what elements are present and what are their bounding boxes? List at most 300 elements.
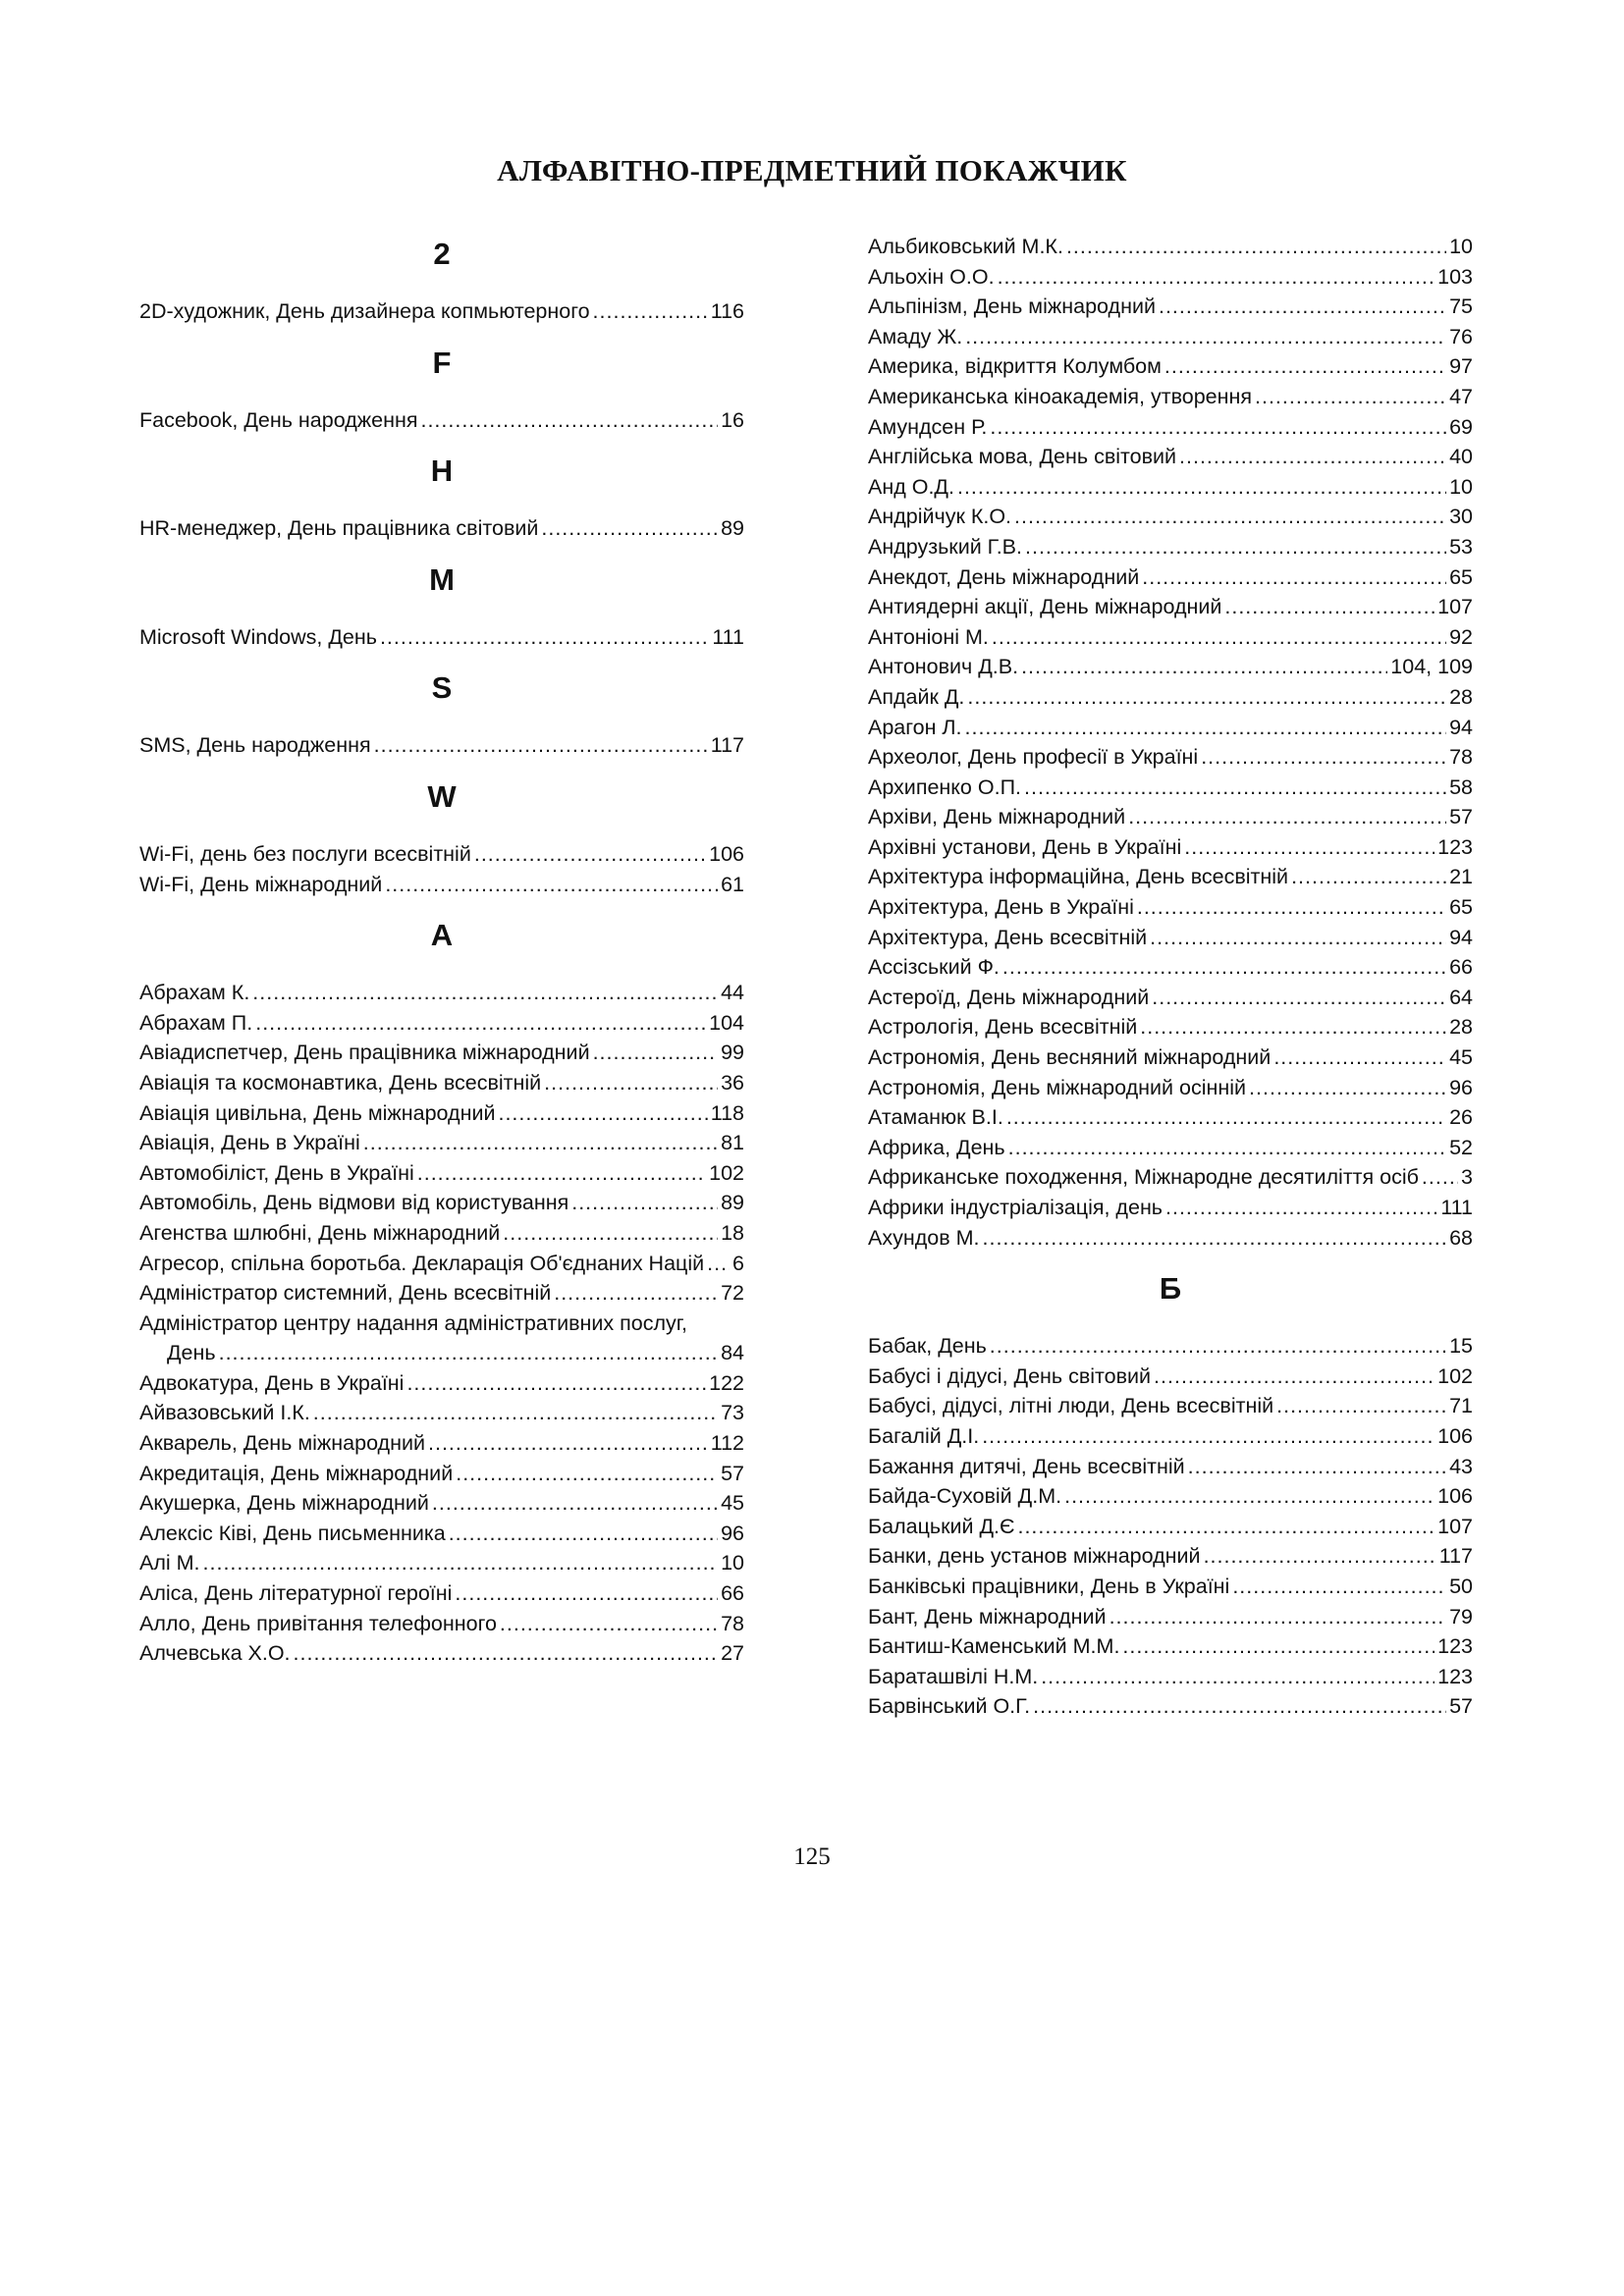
index-entry bbox=[868, 1362, 1473, 1392]
index-entry bbox=[868, 1512, 1473, 1542]
entry-page-number: 10 bbox=[1449, 235, 1473, 258]
entry-label: Астрологія, День всесвітній bbox=[868, 1015, 1138, 1040]
entry-page-number: 106 bbox=[1437, 1423, 1473, 1448]
section-letter-heading: Б bbox=[1159, 1271, 1182, 1307]
entry-page-number: 99 bbox=[721, 1041, 744, 1065]
entry-label: Айвазовський І.К. bbox=[139, 1401, 310, 1425]
index-entry bbox=[139, 730, 744, 761]
dot-leader bbox=[1188, 1452, 1446, 1482]
dot-leader bbox=[1154, 1362, 1435, 1392]
dot-leader bbox=[406, 1368, 706, 1399]
dot-leader bbox=[417, 1158, 706, 1189]
entry-label: Wi-Fi, День міжнародний bbox=[139, 872, 383, 896]
index-entry bbox=[139, 978, 744, 1008]
entry-page-number: 103 bbox=[1437, 264, 1473, 289]
entry-label: Агенства шлюбні, День міжнародний bbox=[139, 1220, 501, 1245]
dot-leader bbox=[1422, 1162, 1458, 1193]
entry-label: SMS, День народження bbox=[139, 733, 371, 758]
entry-page-number: 75 bbox=[1449, 294, 1473, 319]
entry-label: Антоніоні М. bbox=[868, 624, 989, 649]
dot-leader bbox=[313, 1398, 718, 1428]
index-column-left bbox=[139, 232, 744, 1669]
entry-page-number: 47 bbox=[1449, 384, 1473, 408]
page-number: 125 bbox=[793, 1843, 831, 1870]
entry-label: Авіація та космонавтика, День всесвітній bbox=[139, 1070, 542, 1095]
entry-page-number: 117 bbox=[1438, 1544, 1473, 1569]
dot-leader bbox=[1024, 773, 1446, 803]
dot-leader bbox=[957, 472, 1446, 503]
index-entry bbox=[868, 682, 1473, 713]
entry-label: Балацький Д.Є bbox=[868, 1514, 1015, 1538]
page-title: АЛФАВІТНО-ПРЕДМЕТНИЙ ПОКАЖЧИК bbox=[497, 153, 1127, 187]
entry-page-number: 96 bbox=[721, 1521, 744, 1545]
entry-label: Багалій Д.І. bbox=[868, 1423, 980, 1448]
dot-leader bbox=[380, 622, 709, 653]
entry-label: Архітектура, День всесвітній bbox=[868, 925, 1148, 949]
dot-leader bbox=[503, 1218, 718, 1249]
index-entry bbox=[139, 1459, 744, 1489]
entry-label: Архітектура інформаційна, День всесвітній bbox=[868, 865, 1289, 889]
entry-label: Агресор, спільна боротьба. Декларація Об'єднаних Націй bbox=[139, 1251, 705, 1275]
index-entry bbox=[868, 1662, 1473, 1692]
dot-leader bbox=[1152, 983, 1446, 1013]
entry-page-number: 50 bbox=[1449, 1574, 1473, 1598]
index-entry bbox=[868, 1631, 1473, 1662]
entry-label: Археолог, День професії в Україні bbox=[868, 745, 1199, 770]
entry-page-number: 71 bbox=[1449, 1394, 1473, 1418]
index-entry bbox=[868, 1691, 1473, 1722]
section-letter-heading: M bbox=[429, 561, 455, 597]
entry-page-number: 57 bbox=[721, 1461, 744, 1485]
entry-label: Microsoft Windows, День bbox=[139, 624, 377, 649]
entry-label: Адміністратор системний, День всесвітній bbox=[139, 1281, 552, 1306]
entry-label: Америка, відкриття Колумбом bbox=[868, 354, 1162, 379]
index-entry bbox=[868, 1331, 1473, 1362]
entry-label: Бабак, День bbox=[868, 1334, 987, 1359]
entry-label: Бараташвілі Н.М. bbox=[868, 1664, 1039, 1688]
entry-page-number: 57 bbox=[1449, 1694, 1473, 1719]
entry-page-number: 106 bbox=[1437, 1484, 1473, 1509]
dot-leader bbox=[1232, 1572, 1446, 1602]
entry-label: Адвокатура, День в Україні bbox=[139, 1370, 405, 1395]
entry-label: Авіація цивільна, День міжнародний bbox=[139, 1100, 496, 1125]
entry-page-number: 36 bbox=[721, 1070, 744, 1095]
entry-label: Африки індустріалізація, день bbox=[868, 1196, 1164, 1219]
index-entry bbox=[139, 1158, 744, 1189]
entry-page-number: 68 bbox=[1449, 1225, 1473, 1250]
entry-label: Архітектура, День в Україні bbox=[868, 895, 1134, 920]
entry-page-number: 112 bbox=[710, 1431, 744, 1456]
index-entry bbox=[868, 742, 1473, 773]
entry-page-number: 10 bbox=[1449, 474, 1473, 499]
index-entry bbox=[868, 1572, 1473, 1602]
entry-page-number: 28 bbox=[1449, 1015, 1473, 1040]
index-entry bbox=[868, 562, 1473, 593]
section-letter-heading: W bbox=[427, 778, 457, 814]
index-entry bbox=[868, 592, 1473, 622]
dot-leader bbox=[1276, 1391, 1446, 1421]
dot-leader bbox=[1291, 862, 1446, 892]
entry-label: 2D-художник, День дизайнера копмьютерного bbox=[139, 299, 590, 323]
entry-label: Амаду Ж. bbox=[868, 324, 963, 348]
entry-page-number: 123 bbox=[1437, 834, 1473, 859]
index-entry bbox=[139, 1488, 744, 1519]
index-entry bbox=[868, 532, 1473, 562]
entry-page-number: 73 bbox=[721, 1401, 744, 1425]
entry-page-number: 69 bbox=[1449, 414, 1473, 439]
entry-label: Астероїд, День міжнародний bbox=[868, 985, 1150, 1009]
entry-page-number: 89 bbox=[721, 516, 744, 541]
entry-label-continuation: День bbox=[167, 1341, 216, 1365]
dot-leader bbox=[707, 1249, 730, 1279]
dot-leader bbox=[1249, 1073, 1446, 1103]
index-entry bbox=[139, 1038, 744, 1068]
dot-leader bbox=[449, 1519, 718, 1549]
entry-page-number: 96 bbox=[1449, 1075, 1473, 1099]
dot-leader bbox=[1159, 292, 1446, 322]
entry-page-number: 15 bbox=[1449, 1334, 1473, 1359]
index-entry bbox=[868, 1421, 1473, 1452]
index-entry bbox=[868, 322, 1473, 352]
dot-leader bbox=[965, 322, 1446, 352]
index-entry bbox=[868, 1133, 1473, 1163]
entry-label: Альбиковський М.К. bbox=[868, 235, 1063, 258]
entry-label: Автомобіль, День відмови від користування bbox=[139, 1191, 569, 1215]
entry-label: Американська кіноакадемія, утворення bbox=[868, 384, 1253, 408]
dot-leader bbox=[1025, 532, 1446, 562]
entry-page-number: 111 bbox=[1440, 1196, 1473, 1219]
entry-page-number: 6 bbox=[732, 1251, 744, 1275]
index-entry bbox=[868, 1042, 1473, 1073]
entry-label: Астрономія, День весняний міжнародний bbox=[868, 1045, 1272, 1070]
dot-leader bbox=[1064, 1481, 1435, 1512]
dot-leader bbox=[967, 682, 1446, 713]
dot-leader bbox=[1255, 382, 1446, 412]
dot-leader bbox=[1224, 592, 1435, 622]
entry-page-number: 116 bbox=[710, 299, 744, 323]
dot-leader bbox=[1204, 1541, 1436, 1572]
index-entry bbox=[868, 1162, 1473, 1193]
dot-leader bbox=[965, 713, 1447, 743]
dot-leader bbox=[1017, 1512, 1435, 1542]
index-entry bbox=[139, 1188, 744, 1218]
dot-leader bbox=[571, 1188, 718, 1218]
entry-label: Бантиш-Каменський М.М. bbox=[868, 1634, 1120, 1659]
dot-leader bbox=[1002, 952, 1446, 983]
index-entry bbox=[139, 1548, 744, 1578]
dot-leader bbox=[1273, 1042, 1446, 1073]
entry-page-number: 65 bbox=[1449, 895, 1473, 920]
dot-leader bbox=[1021, 652, 1387, 682]
dot-leader bbox=[255, 1008, 706, 1039]
entry-label: Бабусі, дідусі, літні люди, День всесвітній bbox=[868, 1394, 1274, 1418]
index-entry bbox=[868, 1102, 1473, 1133]
entry-page-number: 84 bbox=[721, 1341, 744, 1365]
index-entry bbox=[868, 442, 1473, 472]
dot-leader bbox=[432, 1488, 718, 1519]
index-entry bbox=[868, 1012, 1473, 1042]
entry-page-number: 104 bbox=[709, 1010, 744, 1035]
entry-label: Абрахам П. bbox=[139, 1010, 253, 1035]
index-entry bbox=[868, 232, 1473, 262]
section-letter-heading: А bbox=[430, 918, 454, 953]
entry-page-number: 107 bbox=[1437, 595, 1473, 619]
entry-page-number: 58 bbox=[1449, 774, 1473, 799]
entry-page-number: 43 bbox=[1449, 1454, 1473, 1478]
entry-page-number: 65 bbox=[1449, 564, 1473, 589]
entry-label: Альохін О.О. bbox=[868, 264, 995, 289]
index-entry bbox=[139, 1068, 744, 1098]
entry-page-number: 104, 109 bbox=[1390, 655, 1473, 679]
dot-leader bbox=[498, 1098, 707, 1129]
index-entry bbox=[868, 472, 1473, 503]
index-entry bbox=[139, 1519, 744, 1549]
index-entry bbox=[868, 773, 1473, 803]
dot-leader bbox=[420, 405, 718, 436]
entry-page-number: 45 bbox=[721, 1491, 744, 1516]
index-entry bbox=[139, 1398, 744, 1428]
entry-page-number: 92 bbox=[1449, 624, 1473, 649]
section-letter-heading: 2 bbox=[433, 237, 451, 271]
entry-label: Wi-Fi, день без послуги всесвітній bbox=[139, 841, 471, 866]
entry-page-number: 102 bbox=[1437, 1363, 1473, 1388]
entry-page-number: 97 bbox=[1449, 354, 1473, 379]
entry-label: Атаманюк В.І. bbox=[868, 1105, 1003, 1130]
dot-leader bbox=[541, 513, 718, 544]
entry-page-number: 66 bbox=[721, 1581, 744, 1606]
entry-page-number: 40 bbox=[1449, 445, 1473, 469]
dot-leader bbox=[374, 730, 708, 761]
entry-page-number: 106 bbox=[709, 841, 744, 866]
index-entry bbox=[868, 983, 1473, 1013]
dot-leader bbox=[593, 1038, 719, 1068]
dot-leader bbox=[1142, 562, 1446, 593]
entry-page-number: 21 bbox=[1449, 865, 1473, 889]
index-entry bbox=[139, 622, 744, 653]
entry-label: Аліса, День літературної героїні bbox=[139, 1581, 453, 1606]
dot-leader bbox=[1110, 1602, 1447, 1632]
entry-page-number: 94 bbox=[1449, 925, 1473, 949]
entry-page-number: 123 bbox=[1437, 1634, 1473, 1659]
entry-page-number: 57 bbox=[1449, 805, 1473, 829]
entry-label: HR-менеджер, День працівника світовий bbox=[139, 516, 539, 541]
entry-label: Автомобіліст, День в Україні bbox=[139, 1160, 414, 1185]
entry-label: Амундсен Р. bbox=[868, 414, 988, 439]
entry-page-number: 123 bbox=[1437, 1664, 1473, 1688]
dot-leader bbox=[1165, 1193, 1437, 1223]
index-column-right bbox=[868, 232, 1473, 1722]
dot-leader bbox=[219, 1338, 718, 1368]
entry-label: Апдайк Д. bbox=[868, 684, 965, 709]
entry-page-number: 81 bbox=[721, 1131, 744, 1155]
entry-page-number: 79 bbox=[1449, 1604, 1473, 1629]
dot-leader bbox=[1164, 351, 1446, 382]
entry-label: Алчевська Х.О. bbox=[139, 1641, 291, 1666]
dot-leader bbox=[1140, 1012, 1446, 1042]
entry-label: Бажання дитячі, День всесвітній bbox=[868, 1454, 1185, 1478]
entry-page-number: 111 bbox=[712, 624, 744, 649]
index-entry bbox=[139, 1609, 744, 1639]
index-entry bbox=[868, 1602, 1473, 1632]
dot-leader bbox=[593, 296, 708, 327]
index-entry bbox=[868, 713, 1473, 743]
index-entry bbox=[868, 262, 1473, 293]
index-entry bbox=[139, 1638, 744, 1669]
index-entry bbox=[868, 382, 1473, 412]
index-entry bbox=[868, 1391, 1473, 1421]
entry-page-number: 28 bbox=[1449, 684, 1473, 709]
entry-label: Анд О.Д. bbox=[868, 474, 954, 499]
entry-page-number: 102 bbox=[709, 1160, 744, 1185]
entry-page-number: 18 bbox=[721, 1220, 744, 1245]
entry-label: Барвінський О.Г. bbox=[868, 1694, 1031, 1719]
entry-label: Архівні установи, День в Україні bbox=[868, 834, 1182, 859]
dot-leader bbox=[1184, 832, 1435, 863]
index-entry bbox=[139, 1098, 744, 1129]
index-entry bbox=[868, 652, 1473, 682]
section-letter-heading: F bbox=[432, 345, 452, 380]
index-entry bbox=[139, 870, 744, 900]
index-entry bbox=[868, 351, 1473, 382]
entry-label: Адміністратор центру надання адміністративних послуг, bbox=[139, 1310, 687, 1335]
entry-label: Банки, день установ міжнародний bbox=[868, 1544, 1201, 1569]
entry-label: Альпінізм, День міжнародний bbox=[868, 294, 1156, 319]
entry-page-number: 94 bbox=[1449, 715, 1473, 739]
index-entry-continuation bbox=[139, 1338, 744, 1368]
dot-leader bbox=[428, 1428, 708, 1459]
index-entry bbox=[139, 1428, 744, 1459]
index-entry bbox=[139, 405, 744, 436]
dot-leader bbox=[1122, 1631, 1435, 1662]
index-entry bbox=[139, 1249, 744, 1279]
index-entry bbox=[868, 622, 1473, 653]
index-entry bbox=[139, 1218, 744, 1249]
index-entry bbox=[868, 832, 1473, 863]
dot-leader bbox=[456, 1459, 718, 1489]
entry-page-number: 78 bbox=[1449, 745, 1473, 770]
dot-leader bbox=[294, 1638, 719, 1669]
dot-leader bbox=[544, 1068, 718, 1098]
dot-leader bbox=[1014, 502, 1446, 532]
index-entry bbox=[868, 1193, 1473, 1223]
entry-label: Антиядерні акції, День міжнародний bbox=[868, 595, 1222, 619]
dot-leader bbox=[990, 1331, 1446, 1362]
entry-page-number: 16 bbox=[721, 407, 744, 432]
dot-leader bbox=[1201, 742, 1446, 773]
dot-leader bbox=[1150, 923, 1446, 953]
index-entry bbox=[868, 802, 1473, 832]
entry-page-number: 45 bbox=[1449, 1045, 1473, 1070]
index-entry bbox=[868, 292, 1473, 322]
entry-page-number: 118 bbox=[710, 1100, 744, 1125]
index-entry bbox=[139, 1128, 744, 1158]
entry-page-number: 78 bbox=[721, 1611, 744, 1635]
index-entry bbox=[868, 1073, 1473, 1103]
index-entry bbox=[868, 1223, 1473, 1254]
entry-label: Байда-Суховій Д.М. bbox=[868, 1484, 1062, 1509]
entry-label: Антонович Д.В. bbox=[868, 655, 1019, 679]
index-entry bbox=[139, 513, 744, 544]
index-entry bbox=[139, 296, 744, 327]
entry-label: Акушерка, День міжнародний bbox=[139, 1491, 429, 1516]
entry-label: Арагон Л. bbox=[868, 715, 962, 739]
entry-page-number: 10 bbox=[721, 1551, 744, 1575]
dot-leader bbox=[1041, 1662, 1435, 1692]
index-entry bbox=[139, 1578, 744, 1609]
entry-page-number: 117 bbox=[710, 733, 744, 758]
dot-leader bbox=[990, 412, 1446, 443]
entry-label: Архипенко О.П. bbox=[868, 774, 1021, 799]
index-entry bbox=[139, 839, 744, 870]
entry-page-number: 107 bbox=[1437, 1514, 1473, 1538]
index-entry bbox=[868, 1481, 1473, 1512]
entry-page-number: 3 bbox=[1461, 1165, 1473, 1190]
entry-page-number: 64 bbox=[1449, 985, 1473, 1009]
entry-label: Бант, День міжнародний bbox=[868, 1604, 1107, 1629]
dot-leader bbox=[1008, 1133, 1446, 1163]
index-entry bbox=[868, 952, 1473, 983]
entry-label: Астрономія, День міжнародний осінній bbox=[868, 1075, 1247, 1099]
entry-label: Абрахам К. bbox=[139, 981, 250, 1005]
index-entry bbox=[868, 502, 1473, 532]
dot-leader bbox=[363, 1128, 718, 1158]
entry-page-number: 61 bbox=[721, 872, 744, 896]
entry-label: Алі М. bbox=[139, 1551, 200, 1575]
dot-leader bbox=[1137, 892, 1446, 923]
entry-page-number: 27 bbox=[721, 1641, 744, 1666]
section-letter-heading: S bbox=[431, 670, 453, 706]
dot-leader bbox=[252, 978, 718, 1008]
entry-label: Ахундов М. bbox=[868, 1225, 980, 1250]
entry-page-number: 76 bbox=[1449, 324, 1473, 348]
entry-label: Англійська мова, День світовий bbox=[868, 445, 1177, 469]
entry-label: Анекдот, День міжнародний bbox=[868, 564, 1140, 589]
index-entry bbox=[139, 1308, 744, 1339]
dot-leader bbox=[1179, 442, 1446, 472]
entry-label: Алексіс Ківі, День письменника bbox=[139, 1521, 446, 1545]
dot-leader bbox=[554, 1278, 718, 1308]
entry-label: Андрузький Г.В. bbox=[868, 534, 1022, 559]
entry-label: Facebook, День народження bbox=[139, 407, 418, 432]
entry-page-number: 52 bbox=[1449, 1135, 1473, 1159]
section-letter-heading: H bbox=[430, 454, 454, 489]
entry-label: Банківські працівники, День в Україні bbox=[868, 1574, 1230, 1598]
dot-leader bbox=[500, 1609, 718, 1639]
entry-label: Авіація, День в Україні bbox=[139, 1131, 360, 1155]
index-entry bbox=[139, 1278, 744, 1308]
dot-leader bbox=[998, 262, 1435, 293]
dot-leader bbox=[1066, 232, 1446, 262]
index-entry bbox=[139, 1008, 744, 1039]
index-entry bbox=[868, 1452, 1473, 1482]
entry-page-number: 26 bbox=[1449, 1105, 1473, 1130]
dot-leader bbox=[982, 1421, 1435, 1452]
entry-label: Африканське походження, Міжнародне десятиліття осіб bbox=[868, 1165, 1419, 1190]
entry-label: Африка, День bbox=[868, 1135, 1005, 1159]
index-entry bbox=[868, 862, 1473, 892]
index-entry bbox=[868, 412, 1473, 443]
entry-label: Алло, День привітання телефонного bbox=[139, 1611, 497, 1635]
dot-leader bbox=[385, 870, 718, 900]
entry-page-number: 66 bbox=[1449, 955, 1473, 980]
dot-leader bbox=[1006, 1102, 1446, 1133]
entry-page-number: 122 bbox=[709, 1370, 744, 1395]
dot-leader bbox=[1128, 802, 1446, 832]
entry-label: Авіадиспетчер, День працівника міжнародний bbox=[139, 1041, 590, 1065]
index-entry bbox=[868, 892, 1473, 923]
dot-leader bbox=[1033, 1691, 1446, 1722]
dot-leader bbox=[474, 839, 706, 870]
